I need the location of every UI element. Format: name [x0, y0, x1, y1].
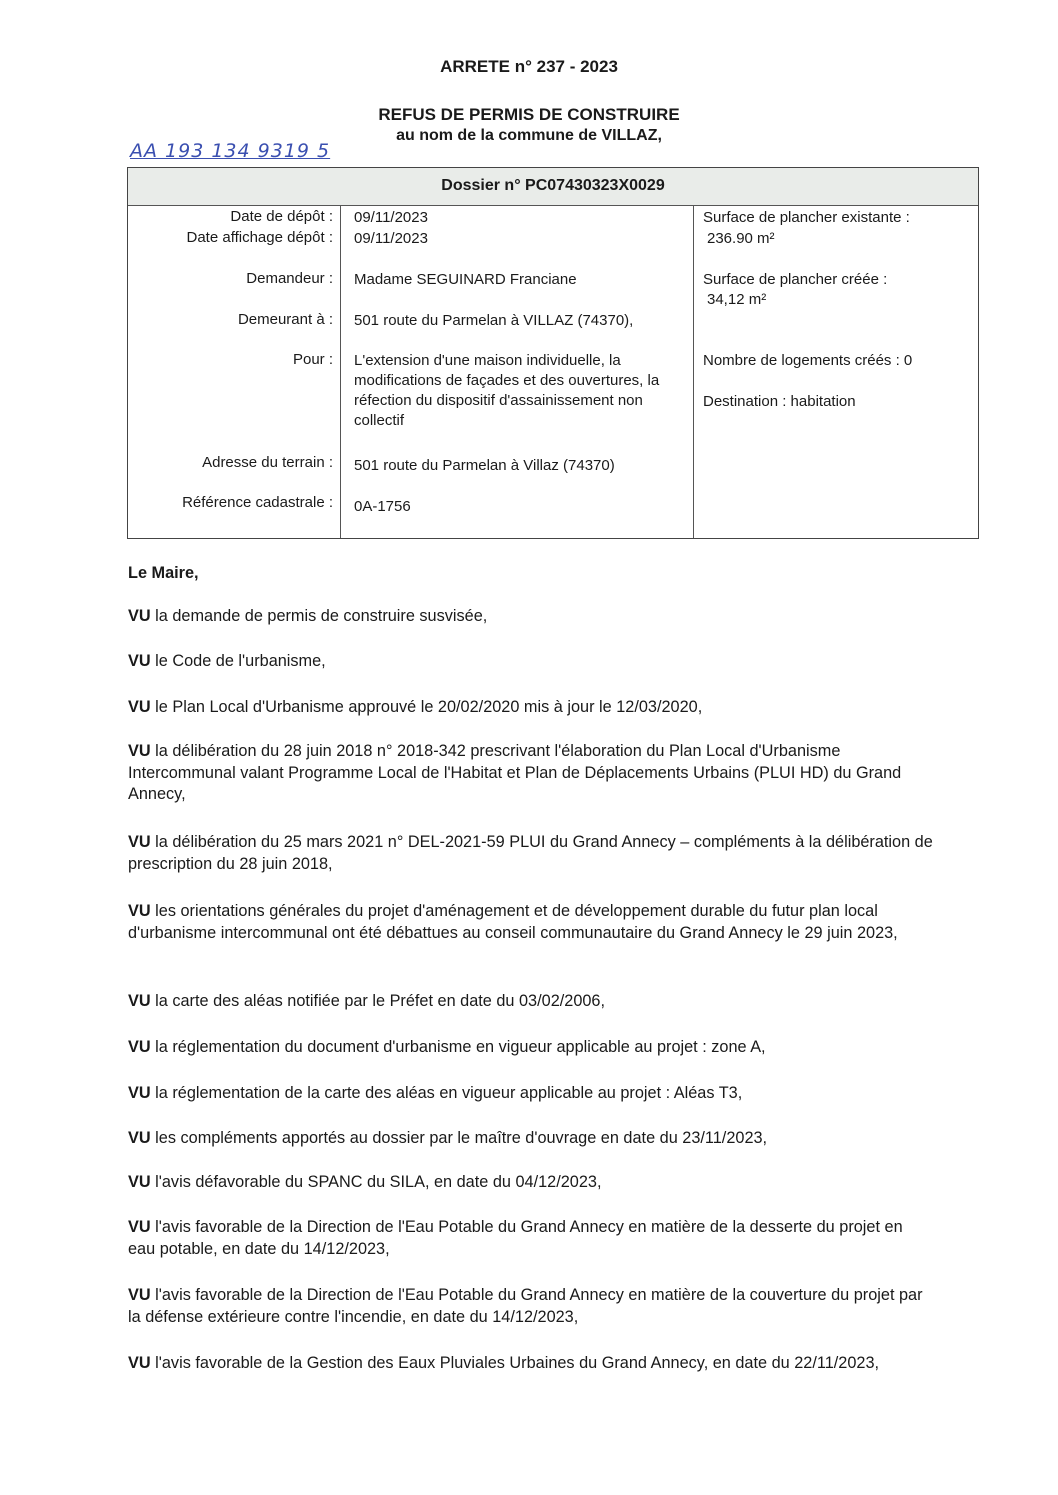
column-divider	[693, 205, 694, 538]
vu-paragraph	[128, 1128, 933, 1150]
value-reference-cadastrale: 0A-1756	[354, 498, 411, 515]
vu-text: l'avis favorable de la Direction de l'Eau Potable du Grand Annecy en matière de la desserte du projet en eau potable, en date du 14/12/2023,	[128, 1218, 903, 1258]
vu-prefix: VU	[128, 1286, 151, 1304]
vu-text: la délibération du 28 juin 2018 n° 2018-342 prescrivant l'élaboration du Plan Local d'Urbanisme Intercommunal valant Programme Local de l'Habitat et Plan de Déplacements Urbains (PLUI HD) du Grand Annecy,	[128, 742, 902, 803]
vu-paragraph	[128, 651, 933, 673]
value-demeurant: 501 route du Parmelan à VILLAZ (74370),	[354, 312, 634, 329]
vu-prefix: VU	[128, 1084, 151, 1102]
vu-text: l'avis défavorable du SPANC du SILA, en date du 04/12/2023,	[155, 1173, 602, 1191]
vu-prefix: VU	[128, 1173, 151, 1191]
document-title: REFUS DE PERMIS DE CONSTRUIRE	[378, 105, 680, 124]
vu-prefix: VU	[128, 902, 151, 920]
dossier-table	[127, 167, 979, 539]
label-date-affichage: Date affichage dépôt :	[186, 229, 333, 246]
surface-existante-value: 236.90 m²	[707, 230, 775, 247]
vu-text: l'avis favorable de la Direction de l'Eau Potable du Grand Annecy en matière de la couverture du projet par la défense extérieure contre l'incendie, en date du 14/12/2023,	[128, 1286, 923, 1326]
vu-paragraph	[128, 901, 933, 944]
vu-paragraph	[128, 1217, 933, 1260]
vu-text: le Plan Local d'Urbanisme approuvé le 20/02/2020 mis à jour le 12/03/2020,	[155, 698, 703, 716]
vu-prefix: VU	[128, 698, 151, 716]
vu-paragraph	[128, 1172, 933, 1194]
vu-text: les orientations générales du projet d'aménagement et de développement durable du futur plan local d'urbanisme intercommunal ont été débattues au conseil communautaire du Grand Annecy le 29 juin 2023,	[128, 902, 898, 942]
destination: Destination : habitation	[703, 393, 856, 410]
vu-paragraph	[128, 1353, 933, 1375]
vu-prefix: VU	[128, 1038, 151, 1056]
maire-heading: Le Maire,	[128, 564, 199, 582]
vu-paragraph	[128, 1037, 933, 1059]
dossier-title: Dossier n° PC07430323X0029	[128, 168, 978, 206]
vu-paragraph	[128, 741, 933, 806]
handwritten-reference: AA 193 134 9319 5	[130, 140, 331, 162]
label-adresse-terrain: Adresse du terrain :	[202, 454, 333, 471]
label-reference-cadastrale: Référence cadastrale :	[182, 494, 333, 511]
vu-prefix: VU	[128, 992, 151, 1010]
value-date-depot: 09/11/2023	[354, 209, 428, 226]
value-demandeur: Madame SEGUINARD Franciane	[354, 271, 577, 288]
vu-prefix: VU	[128, 833, 151, 851]
value-pour: L'extension d'une maison individuelle, la modifications de façades et des ouvertures, la réfection du dispositif d'assainissement non collectif	[354, 352, 660, 429]
label-date-depot: Date de dépôt :	[230, 208, 333, 225]
vu-prefix: VU	[128, 652, 151, 670]
surface-creee-label: Surface de plancher créée :	[703, 271, 888, 288]
vu-paragraph	[128, 832, 933, 875]
vu-text: la délibération du 25 mars 2021 n° DEL-2021-59 PLUI du Grand Annecy – compléments à la délibération de prescription du 28 juin 2018,	[128, 833, 933, 873]
surface-existante-label: Surface de plancher existante :	[703, 209, 910, 226]
vu-prefix: VU	[128, 1354, 151, 1372]
label-pour: Pour :	[292, 351, 333, 368]
vu-paragraph	[128, 1083, 933, 1105]
surface-creee-value: 34,12 m²	[707, 291, 767, 308]
vu-paragraph	[128, 697, 933, 719]
vu-text: le Code de l'urbanisme,	[155, 652, 326, 670]
vu-text: l'avis favorable de la Gestion des Eaux Pluviales Urbaines du Grand Annecy, en date du 22/11/2023,	[155, 1354, 880, 1372]
vu-paragraph	[128, 606, 933, 628]
arrete-number: ARRETE n° 237 - 2023	[440, 57, 618, 76]
vu-text: les compléments apportés au dossier par le maître d'ouvrage en date du 23/11/2023,	[155, 1129, 768, 1147]
vu-paragraph	[128, 1285, 933, 1328]
vu-prefix: VU	[128, 742, 151, 760]
logements-crees: Nombre de logements créés : 0	[703, 352, 913, 369]
value-date-affichage: 09/11/2023	[354, 230, 428, 247]
vu-text: la carte des aléas notifiée par le Préfet en date du 03/02/2006,	[155, 992, 606, 1010]
value-adresse-terrain: 501 route du Parmelan à Villaz (74370)	[354, 457, 615, 474]
label-demeurant: Demeurant à :	[237, 311, 333, 328]
vu-text: la réglementation de la carte des aléas en vigueur applicable au projet : Aléas T3,	[155, 1084, 743, 1102]
vu-paragraph	[128, 991, 933, 1013]
vu-text: la demande de permis de construire susvisée,	[155, 607, 488, 625]
column-divider	[340, 205, 341, 538]
vu-prefix: VU	[128, 1129, 151, 1147]
commune-subtitle: au nom de la commune de VILLAZ,	[396, 127, 662, 144]
label-demandeur: Demandeur :	[246, 270, 333, 287]
vu-prefix: VU	[128, 607, 151, 625]
vu-text: la réglementation du document d'urbanisme en vigueur applicable au projet : zone A,	[155, 1038, 766, 1056]
vu-prefix: VU	[128, 1218, 151, 1236]
